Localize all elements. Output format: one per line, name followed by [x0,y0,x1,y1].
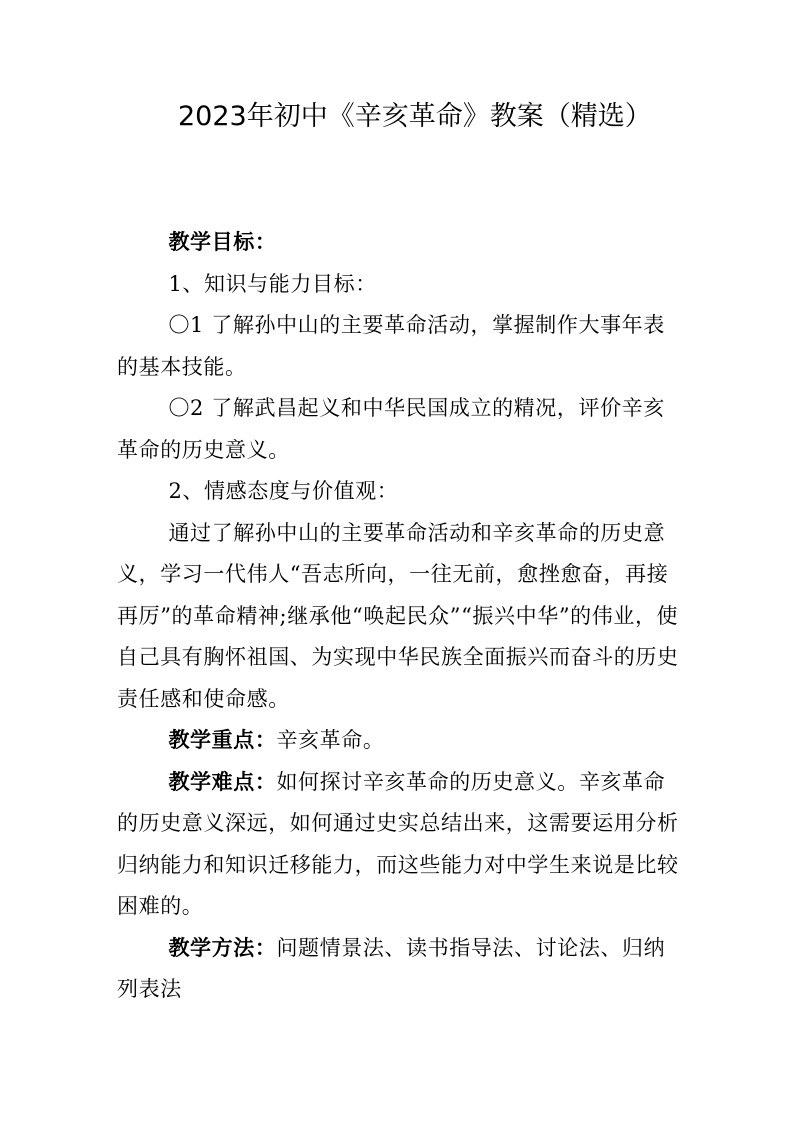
document-body [117,222,679,1011]
knowledge-heading: 1、知识与能力目标： [168,271,377,296]
objectives-heading: 教学目标： [168,230,277,254]
key-point-text: 辛亥革命。 [276,728,385,752]
method-label: 教学方法： [168,935,277,960]
emotion-paragraph: 通过了解孙中山的主要革命活动和辛亥革命的历史意义，学习一代伟人“吾志所向，一往无前，愈挫愈奋，再接再厉”的革命精神;继承他“唤起民众”“振兴中华”的伟业，使自己具有胸怀祖国、为实现中华民族全面振兴而奋斗的历史责任感和使命感。 [117,520,679,711]
knowledge-item-2: 〇2 了解武昌起义和中华民国成立的精况，评价辛亥革命的历史意义。 [117,396,665,462]
key-point-label: 教学重点： [168,728,277,752]
key-point-paragraph [117,720,679,762]
difficulty-label: 教学难点： [168,769,277,794]
method-text: 问题情景法、读书指导法、讨论法、归纳列表法 [117,935,666,1001]
difficulty-paragraph [117,762,679,928]
method-paragraph [117,928,679,1011]
difficulty-text: 如何探讨辛亥革命的历史意义。辛亥革命的历史意义深远，如何通过史实总结出来，这需要运用分析归纳能力和知识迁移能力，而这些能力对中学生来说是比较困难的。 [117,769,679,918]
emotion-heading: 2、情感态度与价值观： [168,479,399,503]
knowledge-item-1: 〇1 了解孙中山的主要革命活动，掌握制作大事年表的基本技能。 [117,313,665,379]
document-title: 2023年初中《辛亥革命》教案（精选） [178,101,652,132]
